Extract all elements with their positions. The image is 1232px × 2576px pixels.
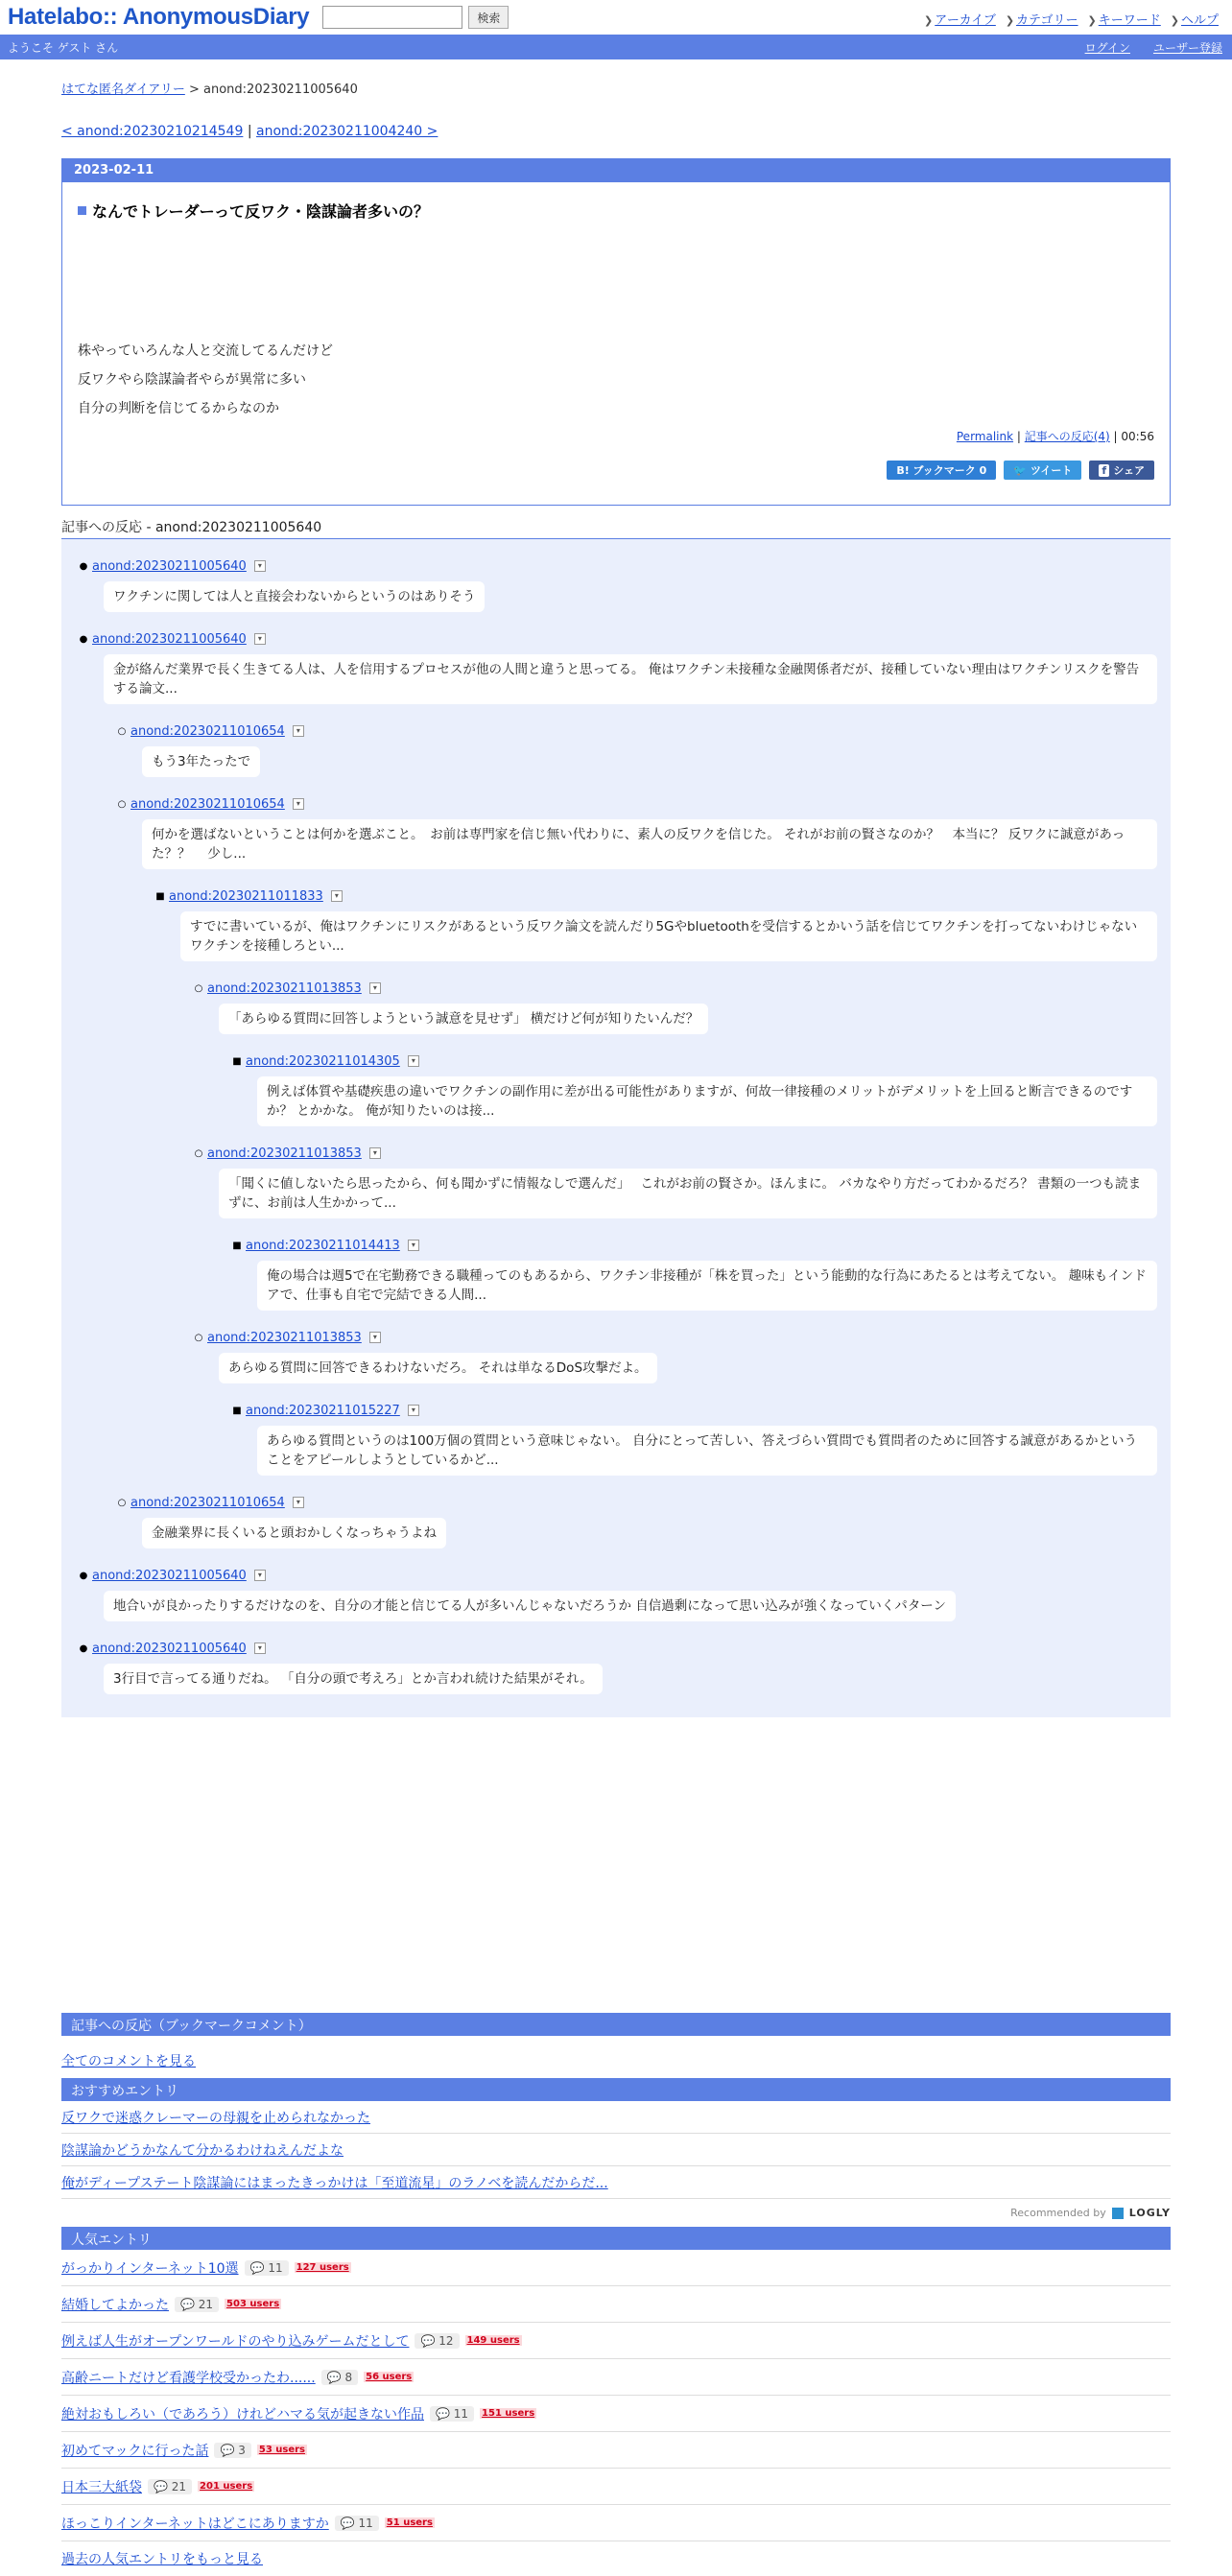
entry-body xyxy=(62,182,1170,505)
welcome-text: ようこそ ゲスト さん xyxy=(8,40,119,55)
reaction-id-link[interactable]: anond:20230211010654 xyxy=(130,796,285,812)
reaction-text: 金融業界に長くいると頭おかしくなっちゃうよね xyxy=(142,1518,446,1548)
reaction-node xyxy=(152,886,1157,1476)
login-link[interactable]: ログイン xyxy=(1084,41,1130,55)
users-badge[interactable]: 503 users xyxy=(226,2299,280,2309)
list-item xyxy=(61,2469,1171,2505)
reaction-node xyxy=(190,1144,1157,1311)
disc-bullet-icon: ■ xyxy=(232,1240,242,1251)
prev-next-nav xyxy=(61,124,1171,139)
disc-bullet-icon: ■ xyxy=(232,1055,242,1067)
recommended-link[interactable]: 反ワクで迷惑クレーマーの母親を止められなかった xyxy=(61,2110,370,2126)
reaction-id-link[interactable]: anond:20230211005640 xyxy=(92,631,247,647)
comment-count-value: 11 xyxy=(453,2406,469,2421)
reaction-id-link[interactable]: anond:20230211010654 xyxy=(130,723,285,739)
disc-bullet-icon: ● xyxy=(79,633,88,645)
list-item xyxy=(61,2286,1171,2323)
more-popular-link[interactable]: 過去の人気エントリをもっと見る xyxy=(61,2552,263,2567)
popular-link[interactable]: 結婚してよかった xyxy=(61,2297,169,2313)
entry-line: 反ワクやら陰謀論者やらが異常に多い xyxy=(78,372,306,388)
comment-count: 💬 8 xyxy=(321,2370,358,2385)
comment-count-value: 3 xyxy=(238,2443,246,2457)
disc-bullet-icon: ● xyxy=(79,1570,88,1581)
entry-line: 自分の判断を信じてるからなのか xyxy=(78,401,279,416)
reaction-text: 地合いが良かったりするだけなのを、自分の才能と信じてる人が多いんじゃないだろうか 自信過剰になって思い込みが強くなっていくパターン xyxy=(104,1591,956,1621)
dropdown-icon[interactable]: ▾ xyxy=(408,1405,419,1416)
reaction-text: すでに書いているが、俺はワクチンにリスクがあるという反ワク論文を読んだり5Gやbluetoothを受信するとかいう話を信じてワクチンを打ってないわけじゃない ワクチンを接種しろとい... xyxy=(180,911,1157,961)
list-item xyxy=(61,2432,1171,2469)
welcome-bar xyxy=(0,35,1232,59)
dropdown-icon[interactable]: ▾ xyxy=(254,560,266,572)
dropdown-icon[interactable]: ▾ xyxy=(254,1642,266,1654)
reaction-node xyxy=(228,1236,1157,1311)
dropdown-icon[interactable]: ▾ xyxy=(331,890,343,902)
popular-link[interactable]: 初めてマックに行った話 xyxy=(61,2443,209,2459)
reaction-node xyxy=(75,1639,1157,1694)
next-entry-link[interactable]: anond:20230211004240 > xyxy=(256,124,438,139)
dropdown-icon[interactable]: ▾ xyxy=(293,798,304,810)
users-badge[interactable]: 56 users xyxy=(366,2372,413,2382)
circle-bullet-icon: ○ xyxy=(117,1497,127,1508)
reaction-id-link[interactable]: anond:20230211015227 xyxy=(246,1403,400,1418)
search-input[interactable] xyxy=(322,6,462,29)
reaction-node xyxy=(228,1401,1157,1476)
reaction-node xyxy=(113,794,1157,1476)
reaction-id-link[interactable]: anond:20230211005640 xyxy=(92,1641,247,1656)
circle-bullet-icon: ○ xyxy=(194,1147,203,1159)
entry-title xyxy=(78,200,1154,222)
comment-count: 💬 3 xyxy=(214,2443,250,2458)
disc-bullet-icon: ● xyxy=(79,560,88,572)
chevron-right-icon: ❯ xyxy=(1087,14,1097,27)
recommended-heading: おすすめエントリ xyxy=(61,2078,1171,2101)
recommended-link[interactable]: 陰謀論かどうかなんて分かるわけねえんだよな xyxy=(61,2142,344,2159)
permalink-link[interactable]: Permalink xyxy=(956,430,1014,443)
popular-link[interactable]: ほっこりインターネットはどこにありますか xyxy=(61,2516,329,2532)
entry-line: 株やっていろんな人と交流してるんだけど xyxy=(78,343,333,359)
reaction-id-link[interactable]: anond:20230211014305 xyxy=(246,1053,400,1069)
list-item xyxy=(61,2101,1171,2134)
search-button[interactable]: 検索 xyxy=(468,6,509,29)
circle-bullet-icon: ○ xyxy=(117,798,127,810)
recommended-list xyxy=(61,2101,1171,2199)
popular-link[interactable]: 例えば人生がオープンワールドのやり込みゲームだとして xyxy=(61,2333,410,2350)
popular-link[interactable]: 日本三大紙袋 xyxy=(61,2479,142,2495)
main-content xyxy=(61,79,1171,2576)
users-badge[interactable]: 149 users xyxy=(466,2335,520,2346)
popular-list xyxy=(61,2250,1171,2541)
site-logo[interactable]: Hatelabo:: AnonymousDiary xyxy=(8,4,310,30)
reactions-heading: 記事への反応 - anond:20230211005640 xyxy=(61,517,1171,539)
top-header xyxy=(0,0,1232,35)
reaction-text: 「あらゆる質問に回答しようという誠意を見せず」 横だけど何が知りたいんだ？ xyxy=(219,1004,708,1034)
reaction-text: 金が絡んだ業界で長く生きてる人は、人を信用するプロセスが他の人間と違うと思ってる。 俺はワクチン未接種な金融関係者だが、接種していない理由はワクチンリスクを警告する論文... xyxy=(104,654,1157,704)
square-bullet-icon: ■ xyxy=(155,890,165,902)
dropdown-icon[interactable]: ▾ xyxy=(408,1055,419,1067)
comment-count: 💬 21 xyxy=(175,2297,219,2312)
breadcrumb-root[interactable]: はてな匿名ダイアリー xyxy=(61,83,185,97)
prevnext-sep: | xyxy=(243,124,257,139)
reaction-text: 何かを選ばないということは何かを選ぶこと。 お前は専門家を信じ無い代わりに、素人の反ワクを信じた。 それがお前の賢さなのか？ 本当に？ 反ワクに誠意があった？？ 少し... xyxy=(142,819,1157,869)
facebook-icon: f xyxy=(1099,464,1109,477)
list-item xyxy=(61,2134,1171,2166)
tweet-button[interactable] xyxy=(1004,461,1081,480)
comment-count-value: 8 xyxy=(344,2370,353,2384)
dropdown-icon[interactable]: ▾ xyxy=(408,1240,419,1251)
comment-count-value: 21 xyxy=(198,2297,214,2311)
reaction-text: 例えば体質や基礎疾患の違いでワクチンの副作用に差が出る可能性がありますが、何故一律接種のメリットがデメリットを上回ると断言できるのですか？ とかかな。 俺が知りたいのは接... xyxy=(257,1076,1157,1126)
reaction-text: 俺の場合は週5で在宅勤務できる職種ってのもあるから、ワクチン非接種が「株を買った」という能動的な行為にあたるとは考えてない。 趣味もインドアで、仕事も自宅で完結できる人間... xyxy=(257,1261,1157,1311)
hatena-bookmark-button[interactable]: B! ブックマーク 0 xyxy=(887,461,996,480)
reaction-children xyxy=(228,1401,1157,1476)
nav-archive[interactable]: アーカイブ xyxy=(935,13,996,28)
logly-brand[interactable]: LOGLY xyxy=(1128,2207,1171,2219)
comment-count-value: 11 xyxy=(358,2516,373,2530)
reaction-node xyxy=(113,1493,1157,1548)
popular-link[interactable]: 高齢ニートだけど看護学校受かったわ...... xyxy=(61,2370,316,2386)
dropdown-icon[interactable]: ▾ xyxy=(293,725,304,737)
all-comments-link[interactable]: 全てのコメントを見る xyxy=(61,2054,196,2069)
reaction-children xyxy=(152,886,1157,1476)
dropdown-icon[interactable]: ▾ xyxy=(369,982,381,994)
reaction-id-link[interactable]: anond:20230211011833 xyxy=(169,888,323,904)
popular-link[interactable]: 絶対おもしろい（であろう）けれどハマる気が起きない作品 xyxy=(61,2406,424,2422)
reaction-node xyxy=(113,721,1157,777)
popular-heading: 人気エントリ xyxy=(61,2227,1171,2250)
reaction-text: ワクチンに関しては人と直接会わないからというのはありそう xyxy=(104,581,485,612)
list-item xyxy=(61,2505,1171,2541)
nav-help[interactable]: ヘルプ xyxy=(1180,13,1219,28)
comment-count: 💬 12 xyxy=(415,2333,459,2349)
list-item xyxy=(61,2250,1171,2286)
reaction-id-link[interactable]: anond:20230211014413 xyxy=(246,1238,400,1253)
chevron-right-icon: ❯ xyxy=(924,14,934,27)
reaction-tree xyxy=(61,539,1171,1717)
popular-link[interactable]: がっかりインターネット10選 xyxy=(61,2260,239,2277)
reactions-link[interactable]: 記事への反応(4) xyxy=(1024,430,1110,443)
reaction-id-link[interactable]: anond:20230211013853 xyxy=(207,1146,362,1161)
breadcrumb xyxy=(61,79,1171,97)
circle-bullet-icon: ○ xyxy=(194,1332,203,1343)
reaction-node xyxy=(228,1052,1157,1126)
comment-count: 💬 11 xyxy=(335,2516,379,2531)
reaction-text: あらゆる質問というのは100万個の質問という意味じゃない。 自分にとって苦しい、答えづらい質問でも質問者のために回答する誠意があるかということをアピールしようとしているかど... xyxy=(257,1426,1157,1476)
reaction-text: 「聞くに値しないたら思ったから、何も聞かずに情報なしで選んだ」 これがお前の賢さか。ほんまに。 バカなやり方だってわかるだろ？ 書類の一つも読まずに、お前は人生かかって... xyxy=(219,1169,1157,1218)
nav-category[interactable]: カテゴリー xyxy=(1016,13,1078,28)
reaction-text: あらゆる質問に回答できるわけないだろ。 それは単なるDoS攻撃だよ。 xyxy=(219,1353,657,1383)
reaction-children xyxy=(190,979,1157,1476)
tweet-label: ツイート xyxy=(1030,464,1073,477)
users-badge[interactable]: 127 users xyxy=(296,2262,349,2273)
twitter-icon: 🐦 xyxy=(1013,463,1027,477)
register-link[interactable]: ユーザー登録 xyxy=(1152,41,1222,55)
list-item xyxy=(61,2396,1171,2432)
reaction-children xyxy=(113,721,1157,1548)
recommended-link[interactable]: 俺がディープステート陰謀論にはまったきっかけは「至道流星」のラノベを読んだからだ... xyxy=(61,2175,608,2191)
bookmark-section-heading: 記事への反応（ブックマークコメント） xyxy=(61,2013,1171,2036)
reaction-children xyxy=(228,1236,1157,1311)
reaction-node xyxy=(75,556,1157,612)
users-badge[interactable]: 201 users xyxy=(200,2481,253,2492)
logly-logo-icon xyxy=(1112,2208,1124,2219)
users-badge[interactable]: 51 users xyxy=(386,2517,433,2528)
nav-keyword[interactable]: キーワード xyxy=(1098,13,1161,28)
reaction-id-link[interactable]: anond:20230211013853 xyxy=(207,981,362,996)
users-badge[interactable]: 151 users xyxy=(482,2408,535,2419)
reaction-id-link[interactable]: anond:20230211013853 xyxy=(207,1330,362,1345)
reaction-id-link[interactable]: anond:20230211005640 xyxy=(92,558,247,574)
list-item xyxy=(61,2359,1171,2396)
facebook-share-button[interactable] xyxy=(1089,461,1154,480)
comment-count: 💬 11 xyxy=(430,2406,474,2422)
dropdown-icon[interactable]: ▾ xyxy=(369,1147,381,1159)
reaction-node xyxy=(190,979,1157,1126)
comment-count-value: 12 xyxy=(438,2333,454,2348)
ad-space xyxy=(61,1717,1171,2013)
entry-date: 2023-02-11 xyxy=(62,159,1170,182)
circle-bullet-icon: ○ xyxy=(117,725,127,737)
list-item xyxy=(61,2323,1171,2359)
recommended-by-text: Recommended by xyxy=(1010,2207,1106,2219)
dropdown-icon[interactable]: ▾ xyxy=(293,1497,304,1508)
users-badge[interactable]: 53 users xyxy=(258,2445,305,2455)
reaction-node xyxy=(75,629,1157,1548)
reaction-text: もう3年たったで xyxy=(142,746,260,777)
reaction-text: 3行目で言ってる通りだね。 「自分の頭で考えろ」とか言われ続けた結果がそれ。 xyxy=(104,1664,603,1694)
reaction-id-link[interactable]: anond:20230211005640 xyxy=(92,1568,247,1583)
chevron-right-icon: ❯ xyxy=(1170,14,1179,27)
entry-title-text: なんでトレーダーって反ワク・陰謀論者多いの？ xyxy=(92,202,430,221)
reaction-node xyxy=(190,1328,1157,1476)
dropdown-icon[interactable]: ▾ xyxy=(254,633,266,645)
comment-count: 💬 11 xyxy=(245,2260,289,2276)
entry-time: 00:56 xyxy=(1121,430,1154,443)
reaction-id-link[interactable]: anond:20230211010654 xyxy=(130,1495,285,1510)
disc-bullet-icon: ■ xyxy=(232,1405,242,1416)
prev-entry-link[interactable]: < anond:20230210214549 xyxy=(61,124,244,139)
recommended-by xyxy=(61,2199,1171,2227)
fb-label: シェア xyxy=(1113,464,1145,477)
share-buttons xyxy=(887,461,1154,480)
entry-text xyxy=(78,337,1154,423)
breadcrumb-sep: > xyxy=(184,83,204,97)
comment-count-value: 11 xyxy=(268,2260,283,2275)
circle-bullet-icon: ○ xyxy=(194,982,203,994)
breadcrumb-current: anond:20230211005640 xyxy=(203,83,358,97)
entry-box xyxy=(61,158,1171,506)
search-form xyxy=(322,6,509,29)
top-nav xyxy=(924,10,1219,28)
square-bullet-icon[interactable] xyxy=(78,206,86,215)
comment-count: 💬 21 xyxy=(148,2479,192,2494)
entry-footer: Permalink | 記事への反応(4) | 00:56 xyxy=(956,430,1154,443)
reaction-node xyxy=(75,1566,1157,1621)
dropdown-icon[interactable]: ▾ xyxy=(254,1570,266,1581)
comment-count-value: 21 xyxy=(171,2479,187,2493)
disc-bullet-icon: ● xyxy=(79,1642,88,1654)
dropdown-icon[interactable]: ▾ xyxy=(369,1332,381,1343)
chevron-right-icon: ❯ xyxy=(1005,14,1015,27)
list-item xyxy=(61,2166,1171,2199)
reaction-children xyxy=(228,1052,1157,1126)
